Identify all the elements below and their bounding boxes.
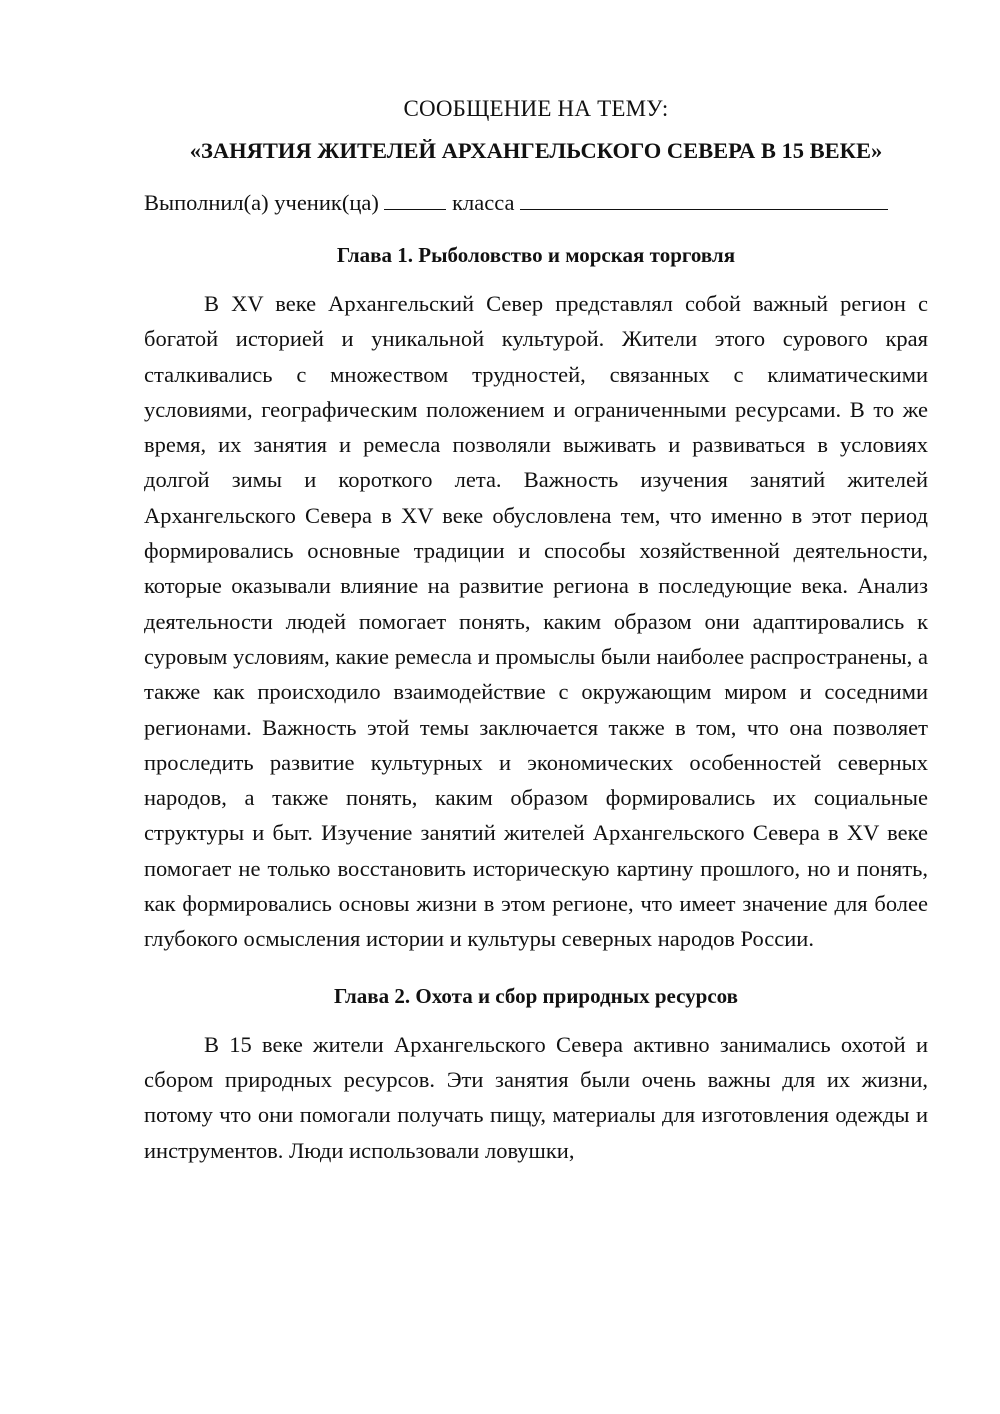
class-number-blank [384, 187, 446, 210]
student-name-blank [520, 187, 888, 210]
chapter-1-paragraph: В XV веке Архангельский Север представлял собой важный регион с богатой историей и уникальной культурой. Жители этого сурового края сталкивались с множеством трудностей, связанных с климатическими условиями, географическим положением и ограниченными ресурсами. В то же время, их занятия и ремесла позволяли выживать и развиваться в условиях долгой зимы и короткого лета. Важность изучения занятий жителей Архангельского Севера в XV веке обусловлена тем, что именно в этот период формировались основные традиции и способы хозяйственной деятельности, которые оказывали влияние на развитие региона в последующие века. Анализ деятельности людей помогает понять, каким образом они адаптировались к суровым условиям, какие ремесла и промыслы были наиболее распространены, а также как происходило взаимодействие с окружающим миром и соседними регионами. Важность этой темы заключается также в том, что она позволяет проследить развитие культурных и экономических особенностей северных народов, а также понять, каким образом формировались их социальные структуры и быт. Изучение занятий жителей Архангельского Севера в XV веке помогает не только восстановить историческую картину прошлого, но и понять, как формировались основы жизни в этом регионе, что имеет значение для более глубокого осмысления истории и культуры северных народов России. [144, 291, 928, 952]
chapter-1-heading: Глава 1. Рыболовство и морская торговля [336, 243, 736, 267]
chapter-2-heading: Глава 2. Охота и сбор природных ресурсов [334, 983, 738, 1008]
document-page [144, 92, 928, 1168]
author-line [144, 186, 928, 220]
chapter-2-paragraph: В 15 веке жители Архангельского Севера активно занимались охотой и сбором природных ресурсов. Эти занятия были очень важны для их жизни, потому что они помогали получать пищу, материалы для изготовления одежды и инструментов. Люди использовали ловушки, [144, 1031, 928, 1163]
document-title-line-2: «ЗАНЯТИЯ ЖИТЕЛЕЙ АРХАНГЕЛЬСКОГО СЕВЕРА В 15 ВЕКЕ» [189, 138, 883, 163]
document-title-line-1: СООБЩЕНИЕ НА ТЕМУ: [403, 96, 669, 121]
class-label: класса [452, 190, 515, 215]
author-label: Выполнил(а) ученик(ца) [144, 190, 379, 215]
